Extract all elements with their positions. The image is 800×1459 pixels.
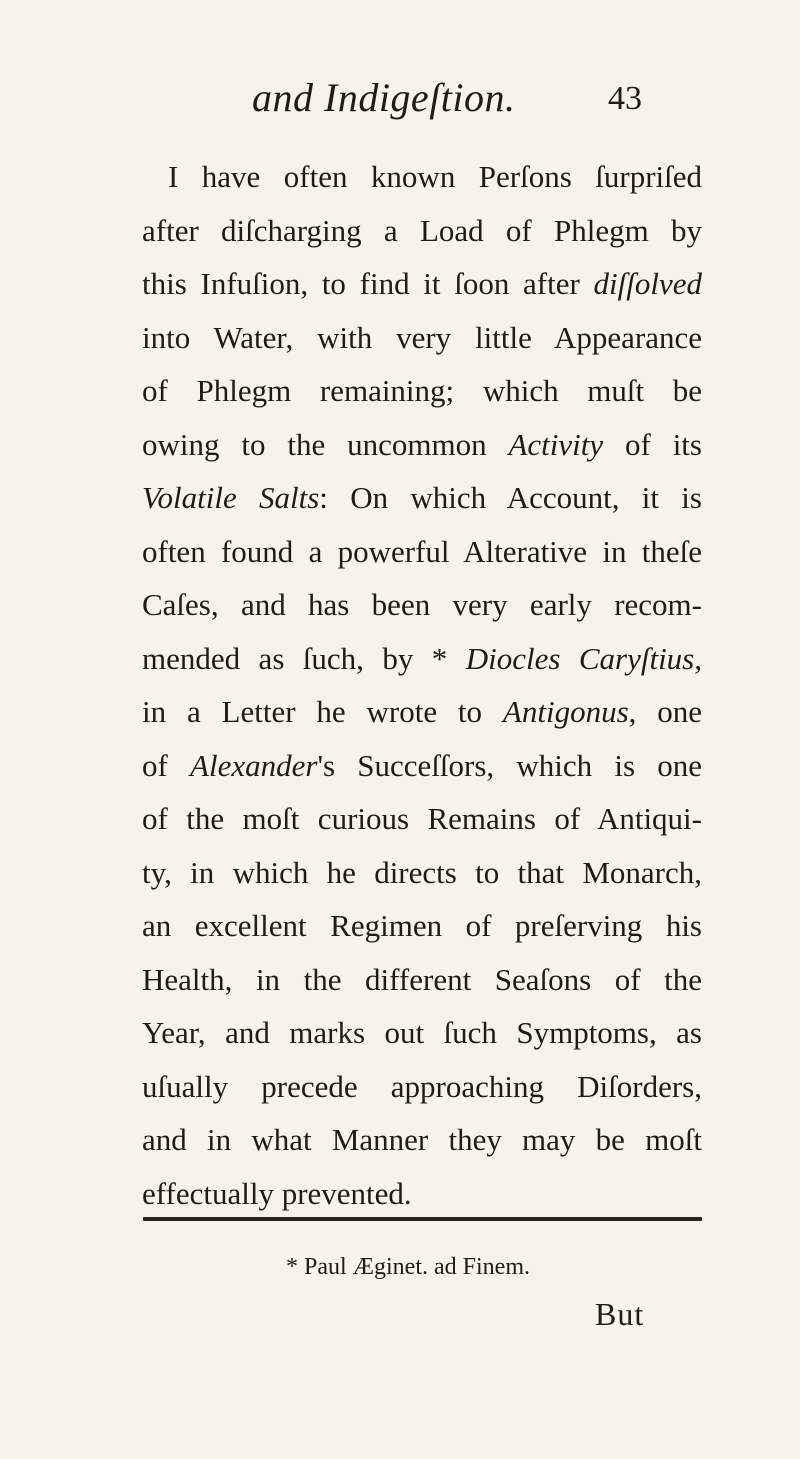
text-line [142,471,702,525]
italic-text: Alexander [190,747,318,783]
text-segment: 's Succeſſors, which is one [317,747,703,783]
text-line [142,418,702,472]
text-segment: Health, in the different Seaſons of the [142,961,702,997]
text-line [142,1167,702,1221]
text-line [142,685,702,739]
text-segment: of the moſt curious Remains of Antiqui- [142,801,702,836]
text-line [142,846,702,900]
text-line [142,364,702,418]
text-line [142,739,702,793]
text-segment: Year, and marks out ſuch Symptoms, as [142,1015,702,1050]
text-segment: ty, in which he directs to that Monarch, [142,854,702,890]
text-line [142,525,702,579]
italic-text: diſſolved [593,266,702,301]
text-segment: of its [603,426,702,462]
footnote: * Paul Æginet. ad Finem. [286,1254,530,1280]
text-segment: , one [628,694,702,729]
text-line [142,1113,702,1167]
text-line [142,953,702,1007]
text-segment: and in what Manner they may be moſt [142,1122,702,1157]
text-line [142,792,702,846]
text-line [142,311,702,365]
text-segment: Caſes, and has been very early recom- [142,587,702,622]
text-line [142,632,702,686]
text-line [142,150,702,204]
text-segment: uſually precede approaching Diſorders, [142,1068,702,1104]
catchword: But [595,1296,645,1332]
running-head: and Indigeſtion. [252,75,516,120]
text-segment: this Infuſion, to find it ſoon after [142,266,594,301]
text-line [142,899,702,953]
text-line [142,1006,702,1060]
italic-text: Volatile Salts [142,480,320,515]
page-header [0,68,800,128]
text-segment: after diſcharging a Load of Phlegm by [142,212,702,248]
text-segment: an excellent Regimen of preſerving his [142,908,702,943]
text-segment: : On which Account, it is [319,480,702,515]
text-segment: owing to the uncommon [142,426,509,462]
italic-text: Diocles Caryſtius, [465,640,702,676]
text-line [142,1060,702,1114]
body-paragraph [142,150,702,1220]
page-number: 43 [608,80,642,117]
footnote-rule [143,1217,702,1221]
text-segment: effectually prevented. [142,1175,412,1211]
text-line [142,204,702,258]
text-segment: I have often known Perſons ſurpriſed [168,159,702,194]
text-segment: into Water, with very little Appearance [142,319,702,355]
text-segment: mended as ſuch, by * [142,640,466,676]
text-segment: of Phlegm remaining; which muſt be [142,373,702,408]
text-line [142,257,702,311]
text-segment: in a Letter he wrote to [142,694,503,729]
text-line [142,578,702,632]
text-segment: of [142,747,191,783]
italic-text: Activity [508,426,604,462]
text-segment: often found a powerful Alterative in theſe [142,533,702,569]
italic-text: Antigonus [502,694,629,729]
